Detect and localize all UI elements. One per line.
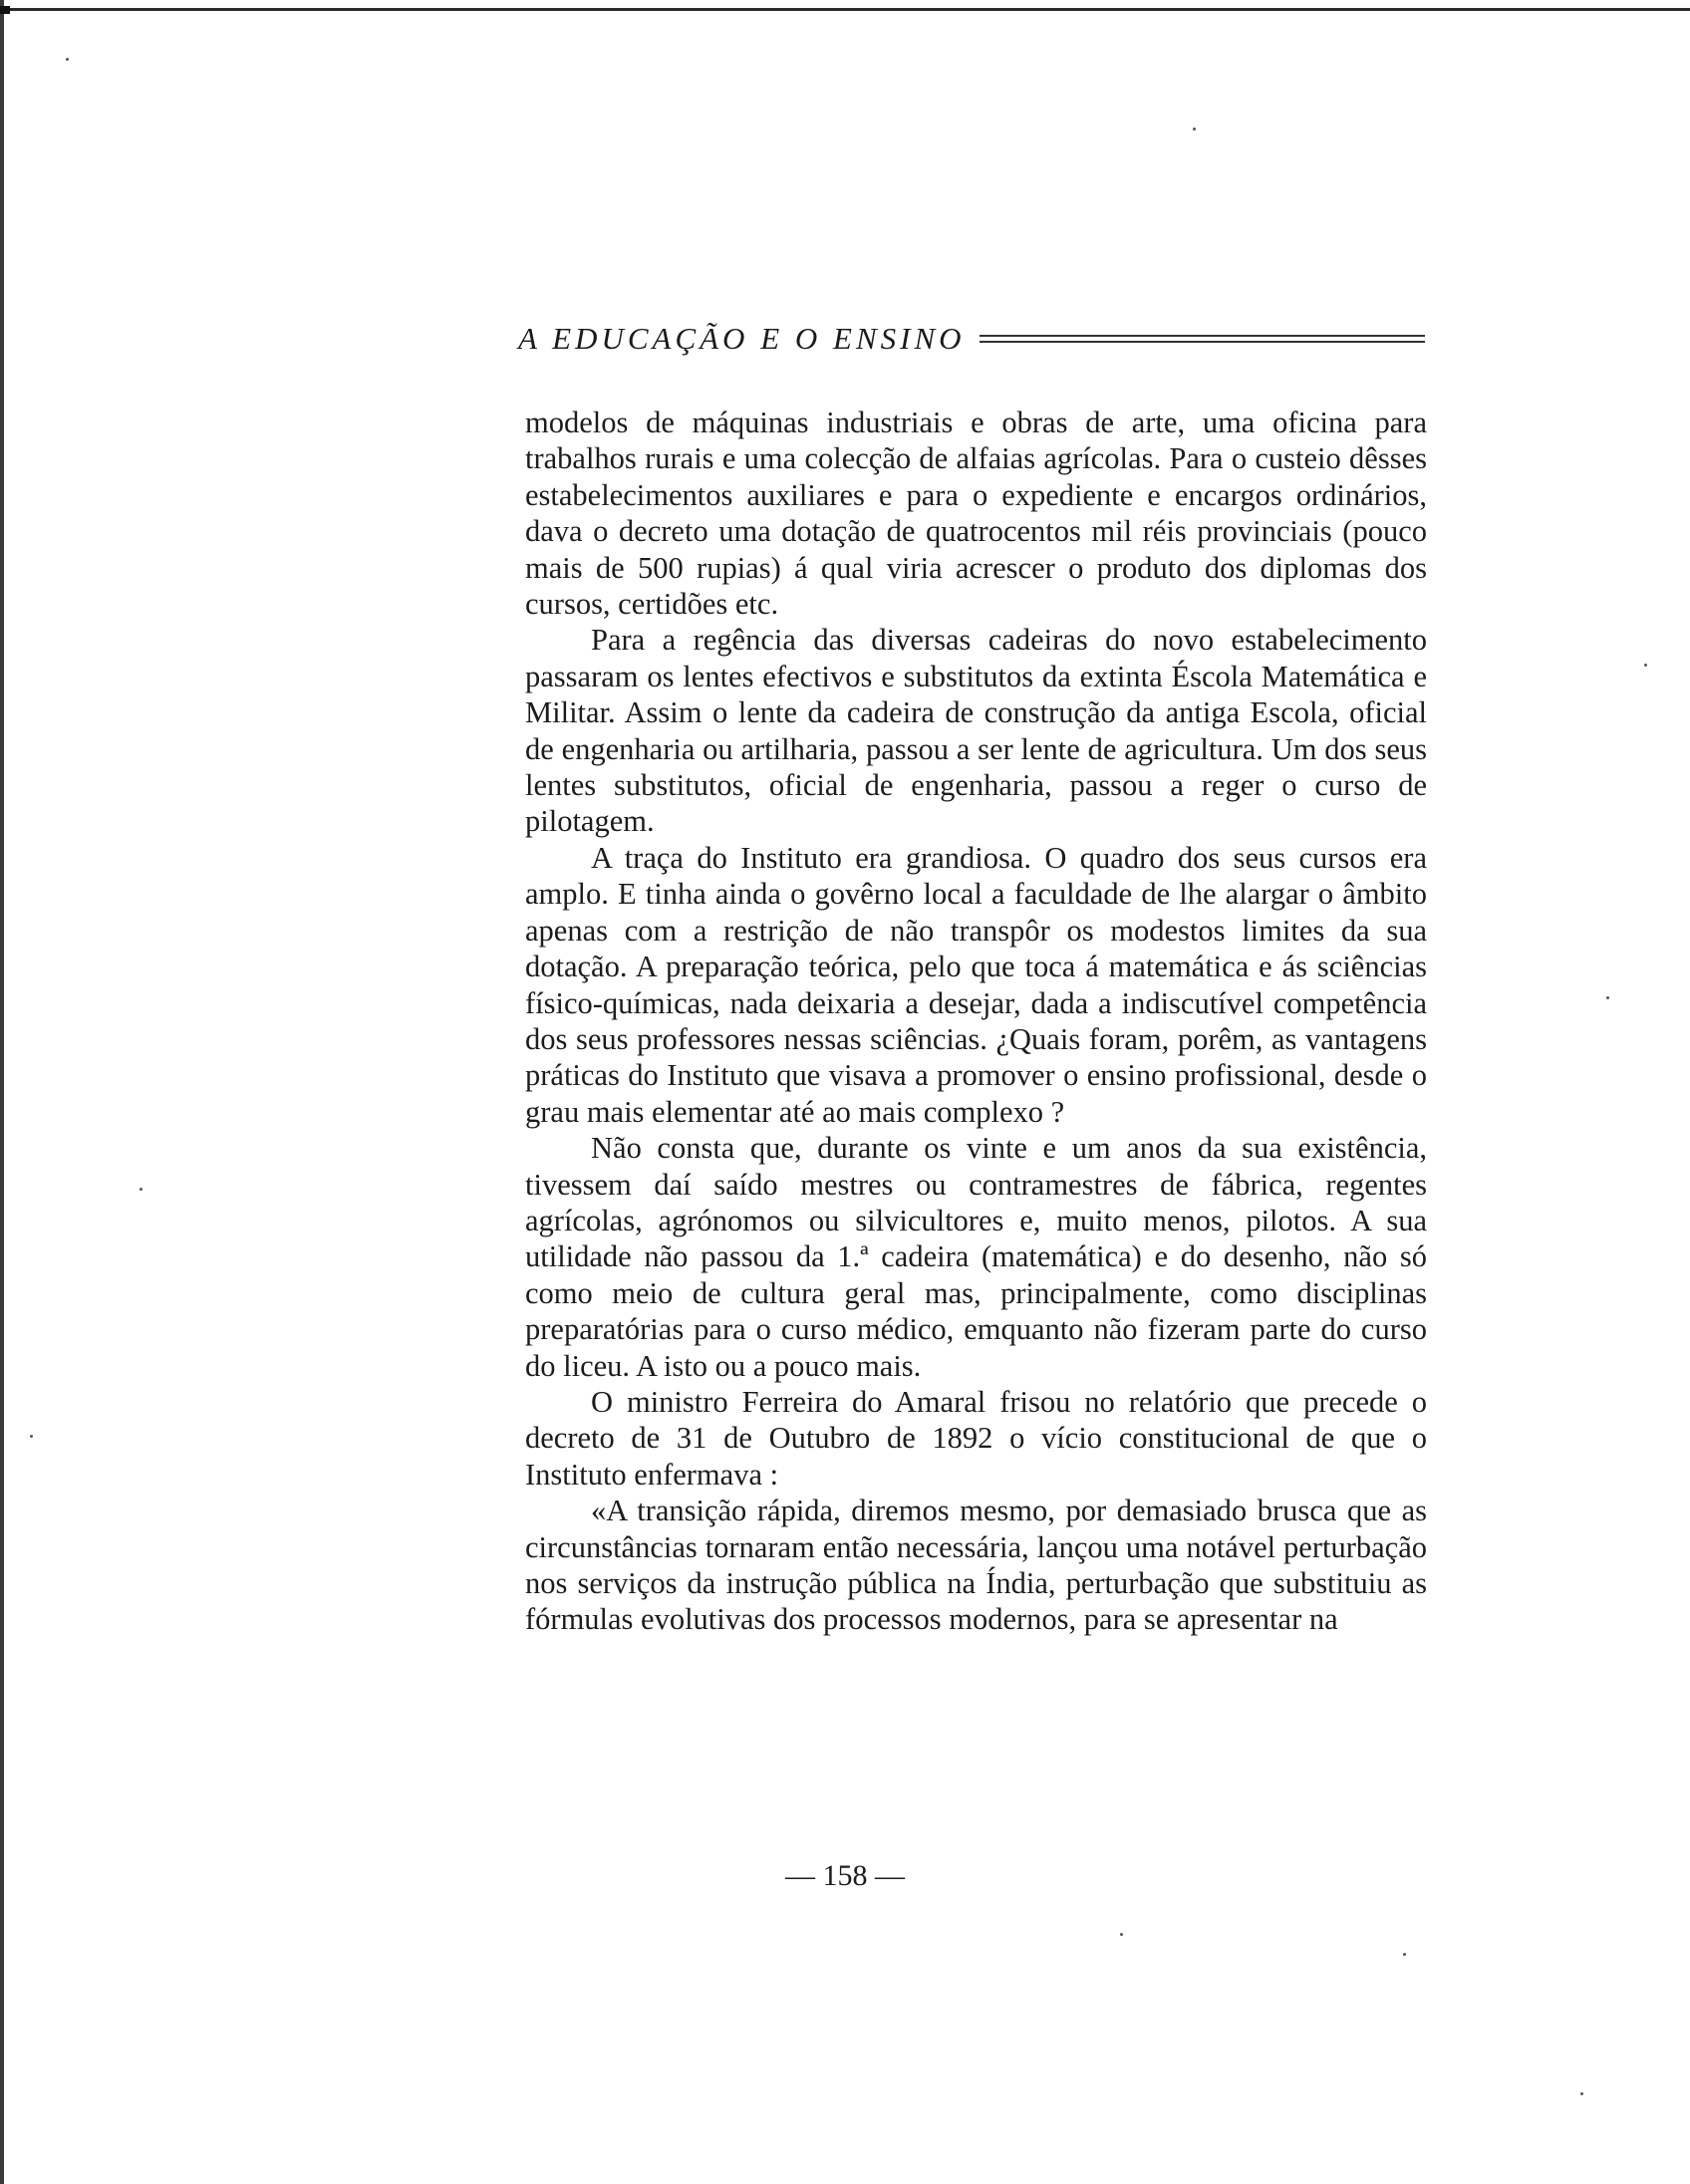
scan-speck — [1606, 996, 1609, 999]
scan-corner-mark — [0, 6, 10, 14]
paragraph-continued: modelos de máquinas industriais e obras de arte, uma oficina para trabalhos rurais e uma colecção de alfaias agrícolas. Para o custeio dêsses estabelecimentos auxiliares e para o expediente e encargos ordinários, dava o decreto uma dotação de quatrocentos mil réis provinciais (pouco mais de 500 rupias) á qual viria acrescer o produto dos diplomas dos cursos, certidões etc. — [525, 406, 1427, 622]
page-number: — 158 — — [785, 1859, 905, 1892]
scan-speck — [30, 1435, 33, 1438]
paragraph: O ministro Ferreira do Amaral frisou no relatório que precede o decreto de 31 de Outubro de 1892 o vício constitucional de que o Instituto enfermava : — [525, 1384, 1427, 1492]
paragraph: Não consta que, durante os vinte e um anos da sua existência, tivessem daí saído mestres ou contramestres de fábrica, regentes agrícolas, agrónomos ou silvicultores e, muito menos, pilotos. A sua utilidade não passou da 1.ª cadeira (matemática) e do desenho, não só como meio de cultura geral mas, principalmente, como disciplinas preparatórias para o curso médico, emquanto não fizeram parte do curso do liceu. A isto ou a pouco mais. — [525, 1131, 1427, 1383]
header-double-rule — [980, 332, 1425, 346]
paragraph: A traça do Instituto era grandiosa. O quadro dos seus cursos era amplo. E tinha ainda o govêrno local a faculdade de lhe alargar o âmbito apenas com a restrição de não transpôr os modestos limites da sua dotação. A preparação teórica, pelo que toca á matemática e ás sciências físico-químicas, nada deixaria a desejar, dada a indiscutível competência dos seus professores nessas sciências. ¿Quais foram, porêm, as vantagens práticas do Instituto que visava a promover o ensino profissional, desde o grau mais elementar até ao mais complexo ? — [525, 840, 1427, 1129]
scan-speck — [1193, 128, 1196, 131]
scan-speck — [1403, 1953, 1406, 1956]
scan-speck — [1580, 2092, 1583, 2095]
scan-speck — [1644, 664, 1647, 667]
page-body — [525, 405, 1427, 1638]
scan-left-border — [0, 0, 4, 2184]
scan-top-border — [0, 8, 1690, 11]
quote-paragraph: «A transição rápida, diremos mesmo, por demasiado brusca que as circunstâncias tornaram então necessária, lançou uma notável perturbação nos serviços da instrução pública na Índia, perturbação que substituiu as fórmulas evolutivas dos processos modernos, para se apresentar na — [525, 1494, 1427, 1637]
header-title: A EDUCAÇÃO E O ENSINO — [518, 321, 966, 356]
scan-speck — [1120, 1933, 1123, 1936]
scan-speck — [140, 1188, 142, 1191]
scan-speck — [66, 58, 69, 61]
paragraph: Para a regência das diversas cadeiras do novo estabelecimento passaram os lentes efectivos e substitutos da extinta Éscola Matemática e Militar. Assim o lente da cadeira de construção da antiga Escola, oficial de engenharia ou artilharia, passou a ser lente de agricultura. Um dos seus lentes substitutos, oficial de engenharia, passou a reger o curso de pilotagem. — [525, 623, 1427, 839]
running-header — [518, 317, 1425, 361]
